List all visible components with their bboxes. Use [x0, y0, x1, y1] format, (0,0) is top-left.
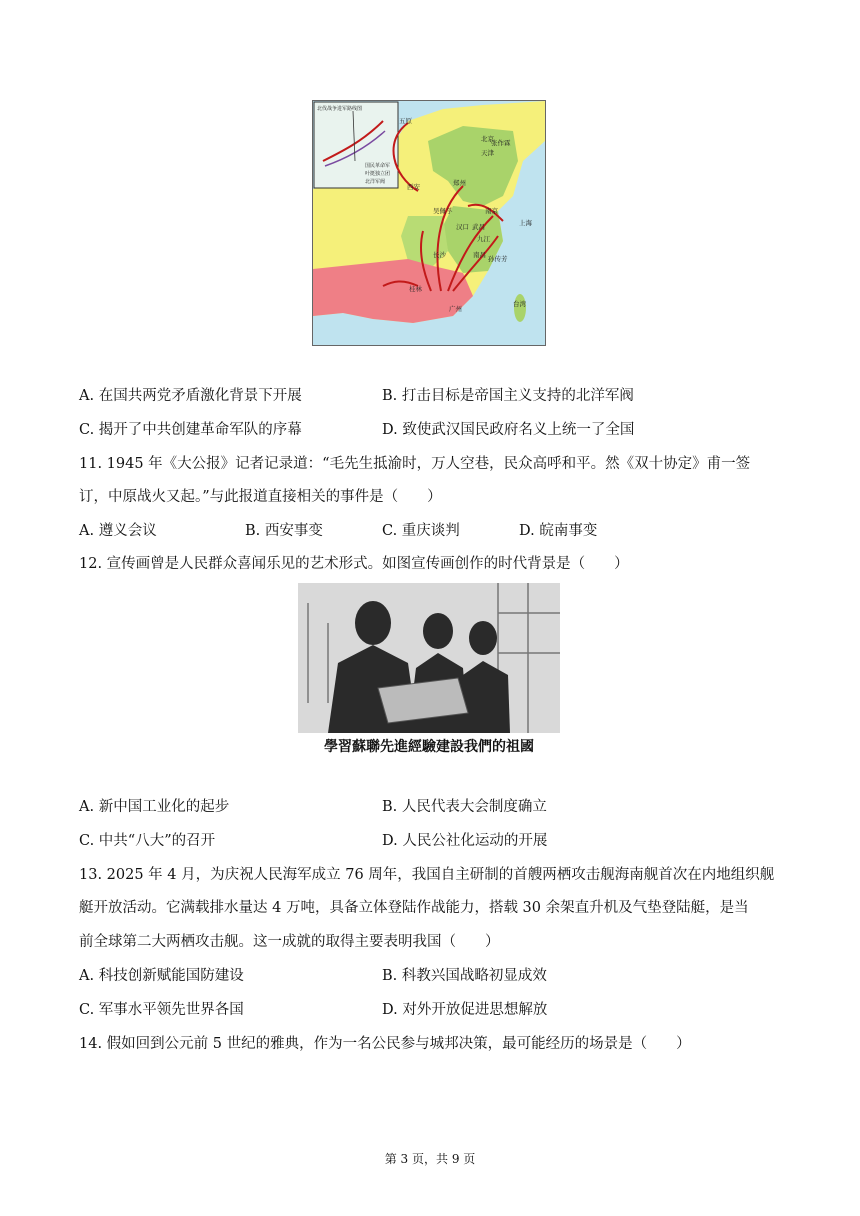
place-label: 北京 [481, 135, 494, 143]
q13-option-c: C. 军事水平领先世界各国 [79, 1002, 244, 1018]
place-label: 长沙 [433, 251, 446, 259]
q11-option-c: C. 重庆谈判 [382, 523, 460, 539]
inset-title: 北伐战争进军路线图 [317, 106, 363, 112]
taiwan-island [514, 294, 526, 322]
poster-caption: 學習蘇聯先進經驗建設我們的祖國 [324, 739, 534, 755]
q10-option-b: B. 打击目标是帝国主义支持的北洋军阀 [382, 388, 634, 404]
q10-option-d: D. 致使武汉国民政府名义上统一了全国 [382, 422, 635, 438]
q11-stem-line2: 订，中原战火又起。”与此报道直接相关的事件是（ ） [79, 489, 442, 505]
q13-option-a: A. 科技创新赋能国防建设 [79, 968, 244, 984]
page-footer: 第 3 页，共 9 页 [384, 1152, 476, 1166]
northern-expedition-map [312, 100, 546, 346]
place-label: 郑州 [453, 179, 466, 187]
q13-stem-line3: 前全球第二大两栖攻击舰。这一成就的取得主要表明我国（ ） [79, 934, 500, 950]
q13-option-b: B. 科教兴国战略初显成效 [382, 968, 547, 984]
place-label: 西安 [407, 183, 420, 191]
q11-option-b: B. 西安事变 [245, 523, 323, 539]
q13-stem-line2: 艇开放活动。它满载排水量达 4 万吨，具备立体登陆作战能力，搭载 30 余架直升机及气垫登陆艇，是当 [79, 900, 749, 916]
q12-option-c: C. 中共“八大”的召开 [79, 833, 216, 849]
place-label: 南京 [485, 207, 498, 215]
q10-option-c: C. 揭开了中共创建革命军队的序幕 [79, 422, 302, 438]
q10-option-a: A. 在国共两党矛盾激化背景下开展 [79, 388, 302, 404]
propaganda-poster [298, 583, 560, 758]
place-label: 上海 [519, 219, 532, 227]
place-label: 天津 [481, 149, 494, 157]
place-label: 桂林 [409, 285, 422, 293]
place-label: 九江 [477, 235, 490, 243]
place-label: 汉口 [456, 223, 469, 231]
q14-stem: 14. 假如回到公元前 5 世纪的雅典，作为一名公民参与城邦决策，最可能经历的场景是（ ） [79, 1036, 691, 1052]
place-label: 武昌 [472, 223, 485, 231]
inset-legend-item: 叶挺独立团 [365, 171, 391, 177]
place-label: 台湾 [513, 300, 526, 308]
q11-stem-line1: 11. 1945 年《大公报》记者记录道：“毛先生抵渝时，万人空巷，民众高呼和平。然《双十协定》甫一签 [79, 456, 751, 472]
place-label: 南昌 [473, 251, 486, 259]
q11-option-d: D. 皖南事变 [519, 523, 598, 539]
place-label: 五原 [399, 117, 412, 125]
inset-legend-item: 北洋军阀 [365, 179, 386, 185]
place-label: 孙传芳 [488, 255, 508, 263]
map-graphic [313, 101, 545, 345]
q12-option-a: A. 新中国工业化的起步 [79, 799, 230, 815]
q12-option-d: D. 人民公社化运动的开展 [382, 833, 548, 849]
place-label: 广州 [449, 305, 462, 313]
q13-option-d: D. 对外开放促进思想解放 [382, 1002, 548, 1018]
q12-option-b: B. 人民代表大会制度确立 [382, 799, 547, 815]
place-label: 吴佩孚 [433, 207, 453, 215]
q11-option-a: A. 遵义会议 [79, 523, 157, 539]
inset-legend-item: 国民革命军 [365, 163, 391, 169]
place-label: 张作霖 [491, 139, 511, 147]
q13-stem-line1: 13. 2025 年 4 月，为庆祝人民海军成立 76 周年，我国自主研制的首艘两栖攻击舰海南舰首次在内地组织舰 [79, 867, 775, 883]
q12-stem: 12. 宣传画曾是人民群众喜闻乐见的艺术形式。如图宣传画创作的时代背景是（ ） [79, 556, 629, 572]
poster-graphic [298, 583, 560, 758]
